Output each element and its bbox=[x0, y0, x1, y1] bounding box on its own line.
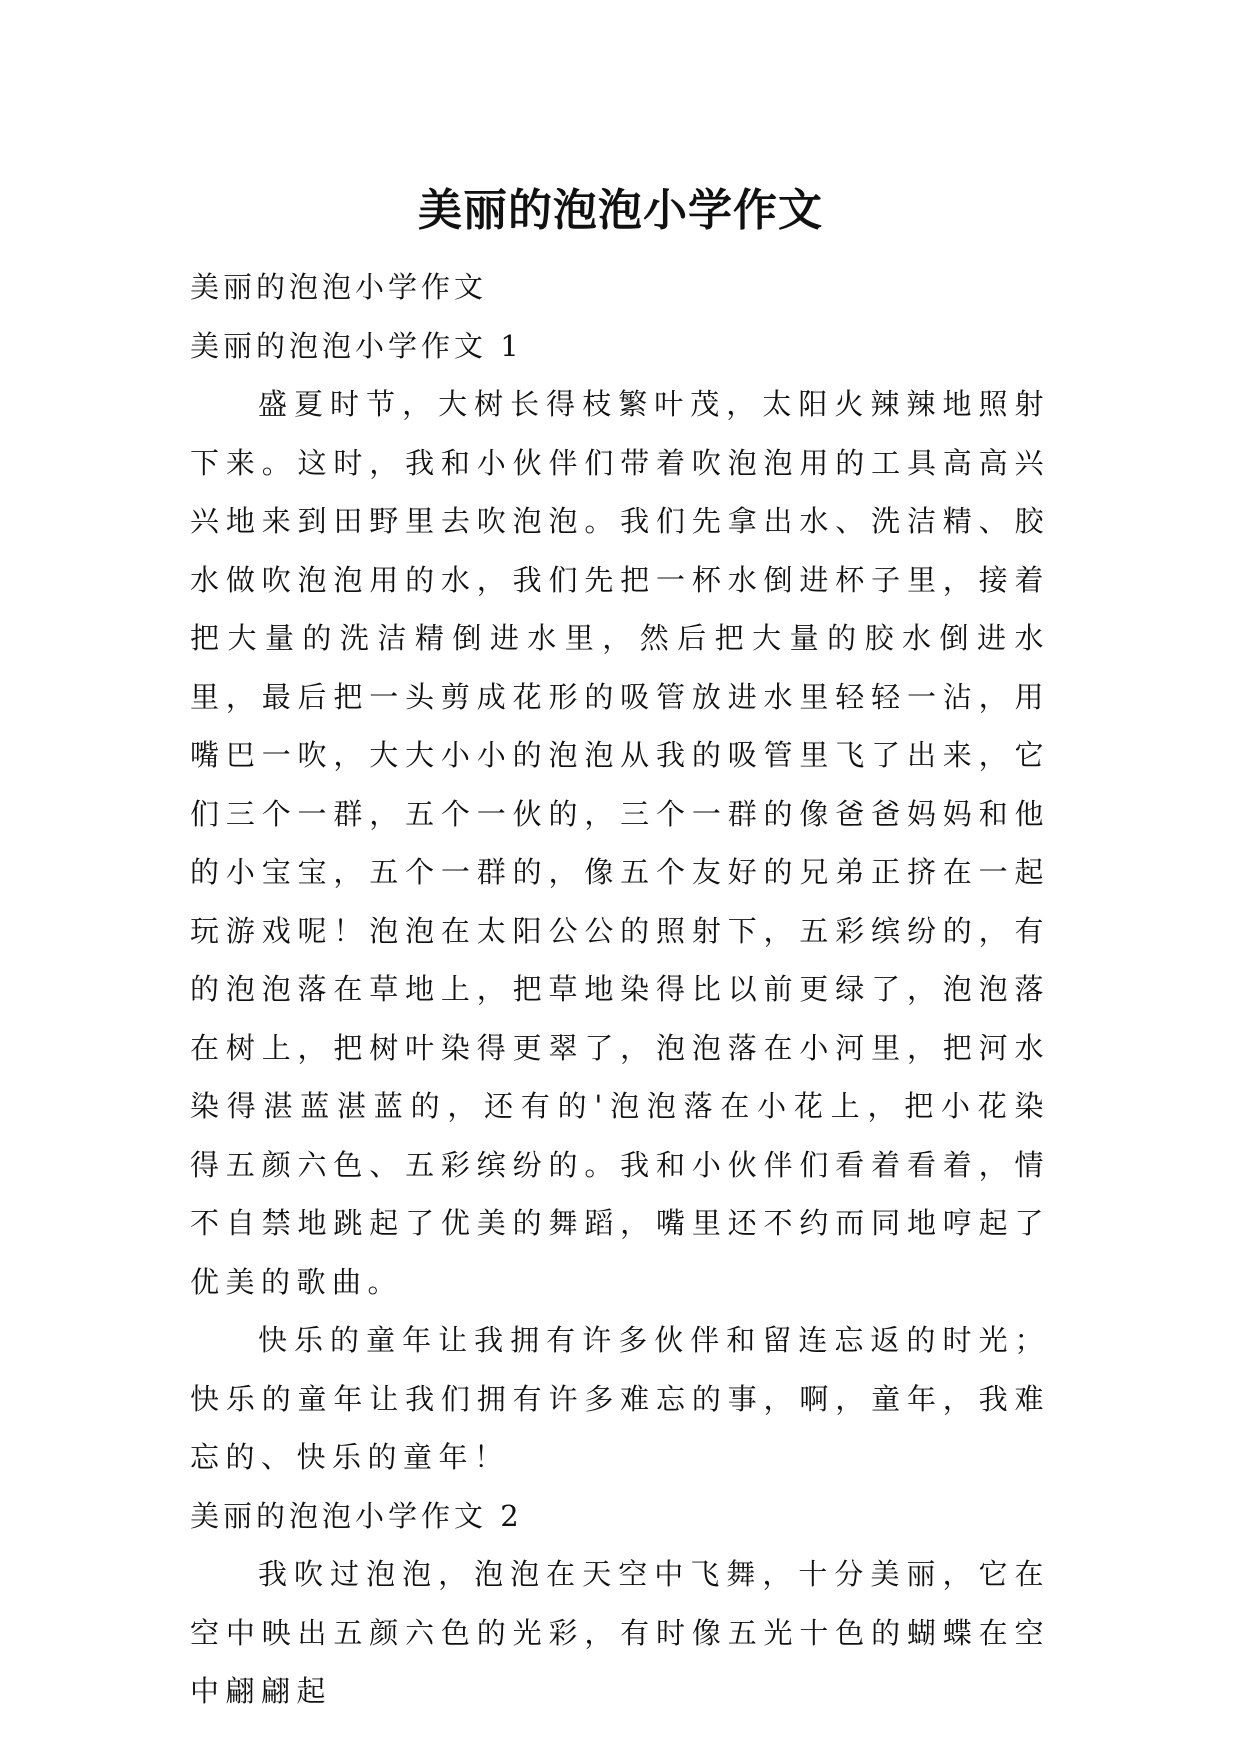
document-body bbox=[190, 258, 1050, 1721]
document-title: 美丽的泡泡小学作文 bbox=[418, 185, 823, 237]
section-1-paragraph-2: 快乐的童年让我拥有许多伙伴和留连忘返的时光；快乐的童年让我们拥有许多难忘的事，啊，童年，我难忘的、快乐的童年！ bbox=[190, 1323, 1050, 1474]
section-2-paragraph-1: 我吹过泡泡，泡泡在天空中飞舞，十分美丽，它在空中映出五颜六色的光彩，有时像五光十色的蝴蝶在空中翩翩起 bbox=[190, 1557, 1050, 1708]
document-subtitle: 美丽的泡泡小学作文 bbox=[190, 270, 488, 304]
section-1-paragraph-1: 盛夏时节，大树长得枝繁叶茂，太阳火辣辣地照射下来。这时，我和小伙伴们带着吹泡泡用的工具高高兴兴地来到田野里去吹泡泡。我们先拿出水、洗洁精、胶水做吹泡泡用的水，我们先把一杯水倒进杯子里，接着把大量的洗洁精倒进水里，然后把大量的胶水倒进水里，最后把一头剪成花形的吸管放进水里轻轻一沾，用嘴巴一吹，大大小小的泡泡从我的吸管里飞了出来，它们三个一群，五个一伙的，三个一群的像爸爸妈妈和他的小宝宝，五个一群的，像五个友好的兄弟正挤在一起玩游戏呢！泡泡在太阳公公的照射下，五彩缤纷的，有的泡泡落在草地上，把草地染得比以前更绿了，泡泡落在树上，把树叶染得更翠了，泡泡落在小河里，把河水染得湛蓝湛蓝的，还有的'泡泡落在小花上，把小花染得五颜六色、五彩缤纷的。我和小伙伴们看着看着，情不自禁地跳起了优美的舞蹈，嘴里还不约而同地哼起了优美的歌曲。 bbox=[190, 387, 1050, 1299]
section-1-heading: 美丽的泡泡小学作文 1 bbox=[190, 328, 523, 363]
section-2-heading: 美丽的泡泡小学作文 2 bbox=[190, 1498, 523, 1533]
